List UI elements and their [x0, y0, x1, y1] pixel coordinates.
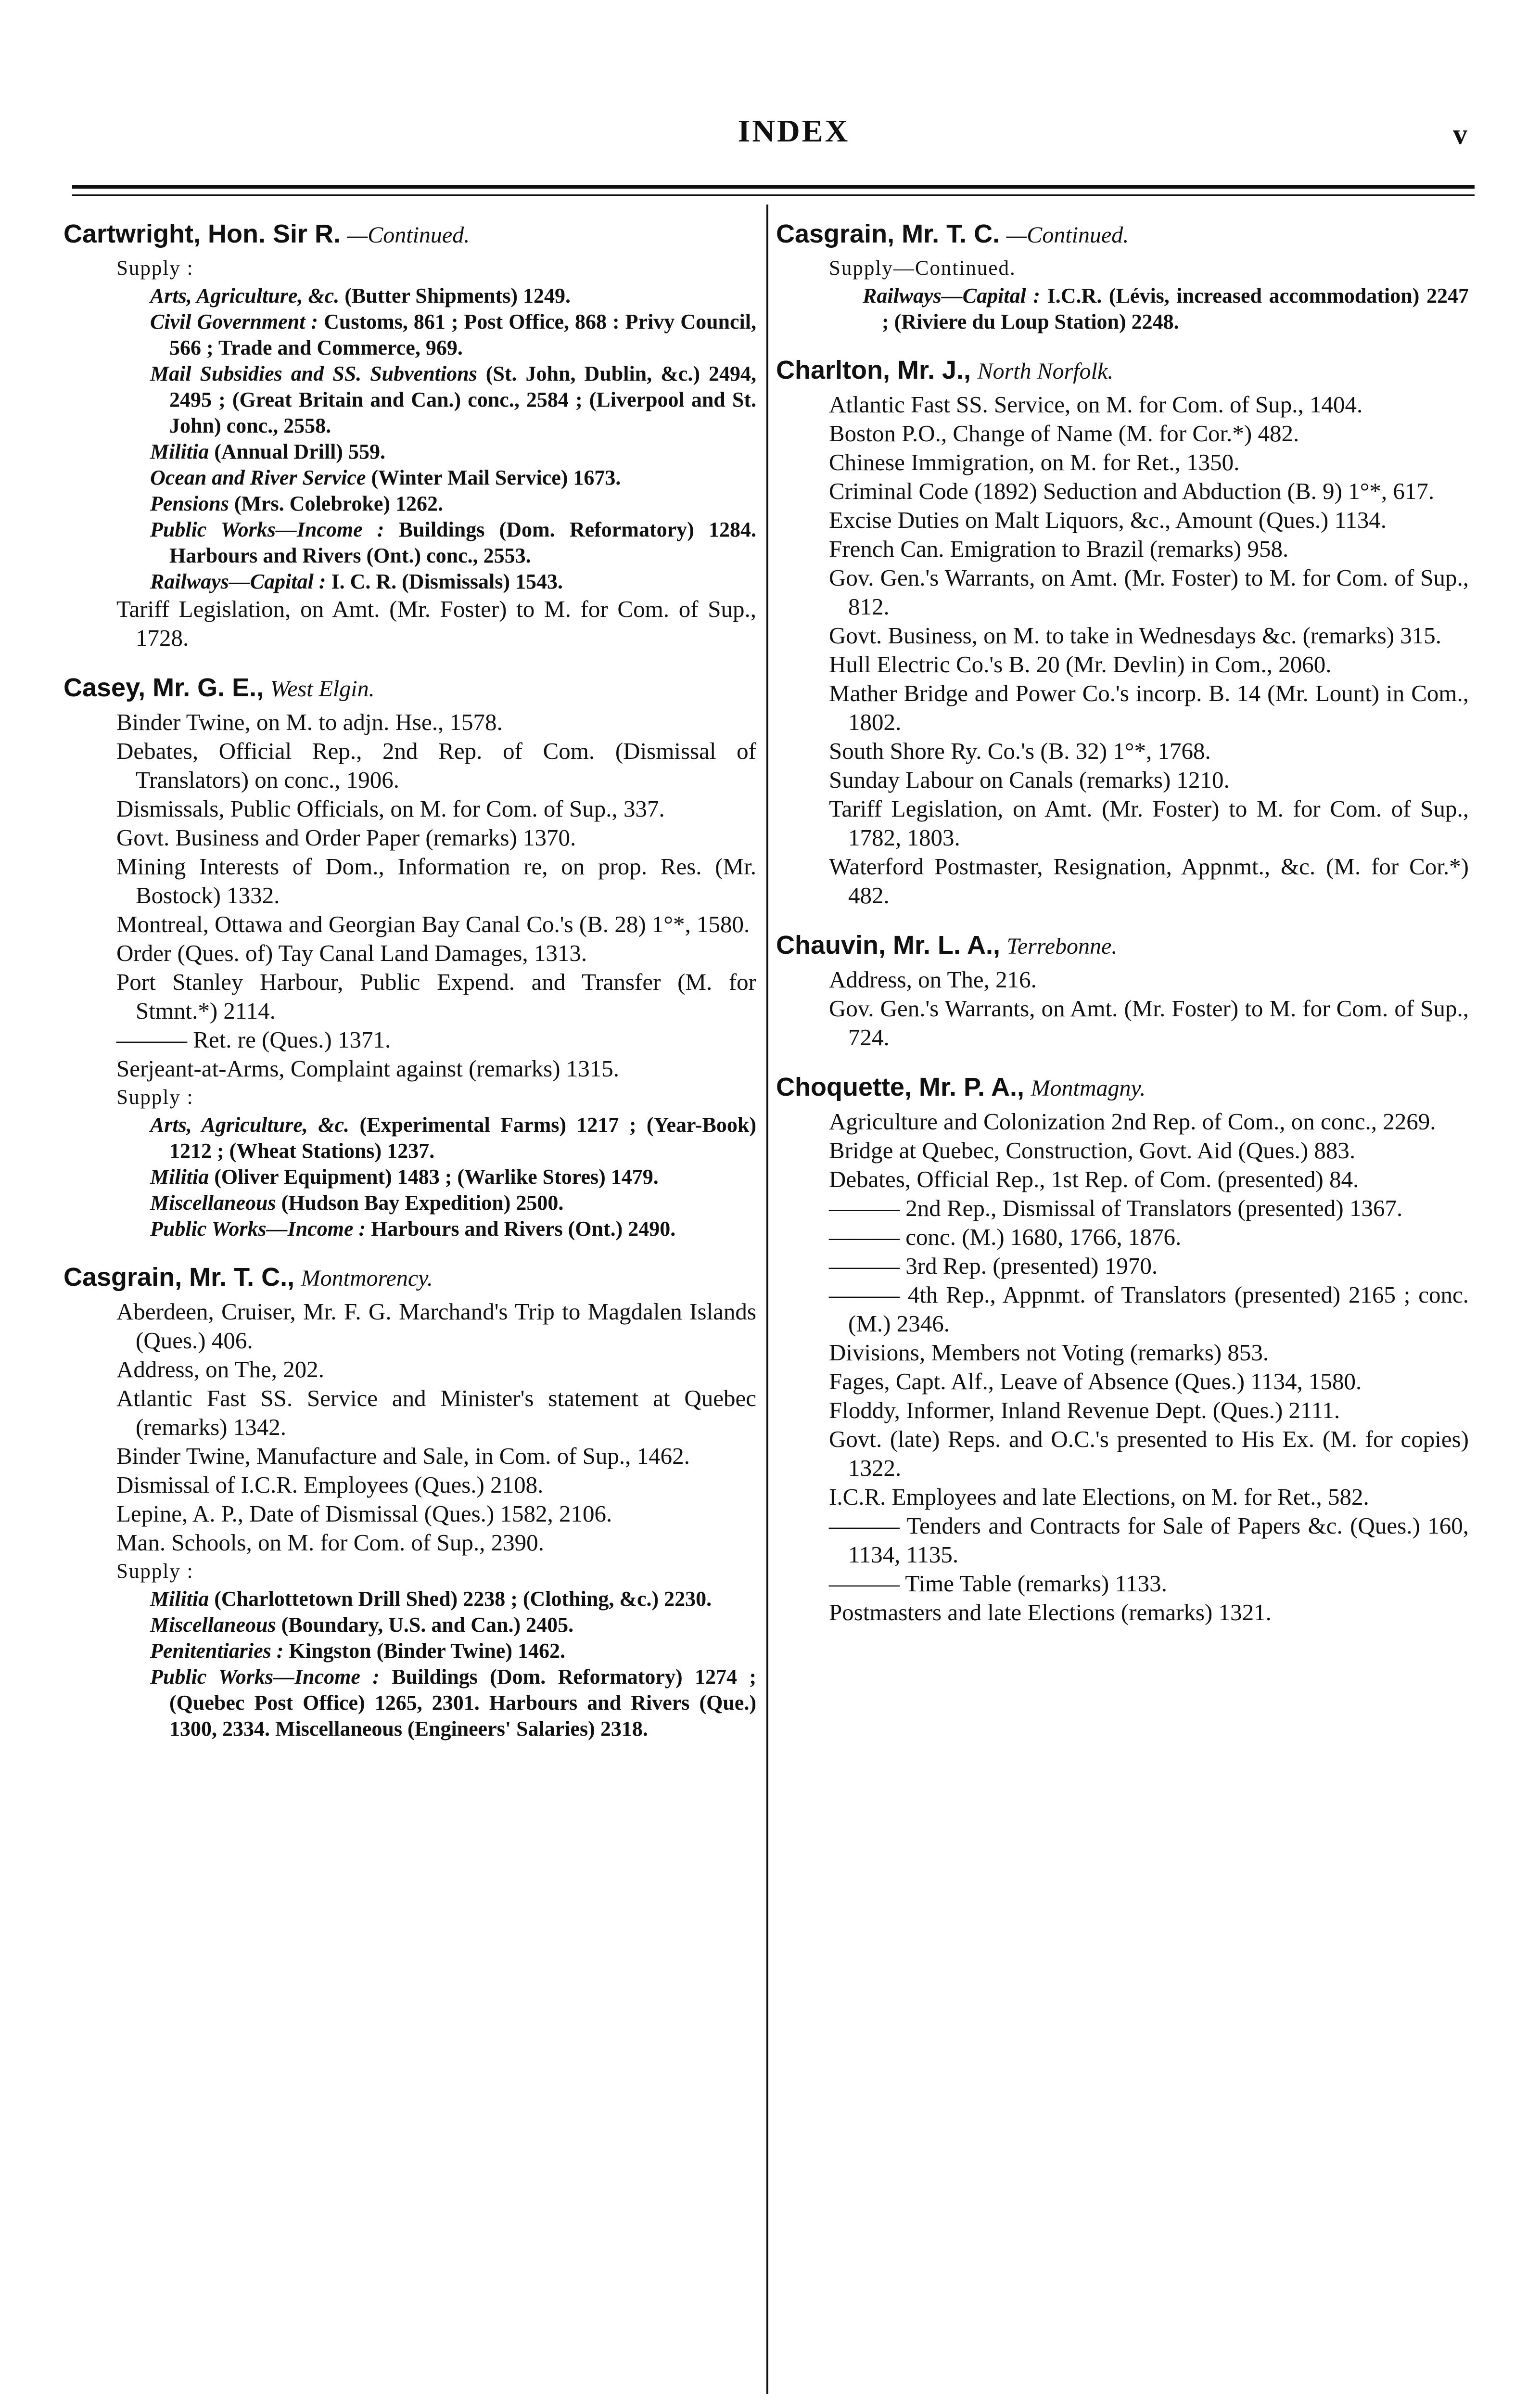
supply-item	[64, 1164, 756, 1190]
index-item: Sunday Labour on Canals (remarks) 1210.	[829, 767, 1230, 793]
index-item: Agriculture and Colonization 2nd Rep. of Com., on conc., 2269.	[829, 1108, 1436, 1135]
index-item: Hull Electric Co.'s B. 20 (Mr. Devlin) in Com., 2060.	[829, 651, 1332, 678]
index-item: ——— conc. (M.) 1680, 1766, 1876.	[829, 1224, 1182, 1250]
index-item: South Shore Ry. Co.'s (B. 32) 1°*, 1768.	[829, 738, 1211, 764]
index-item: Address, on The, 202.	[116, 1356, 324, 1382]
supply-category: Miscellaneous	[150, 1613, 276, 1637]
supply-detail: Buildings (Dom. Reformatory) 1274 ; (Quebec Post Office) 1265, 2301. Harbours and Rivers (Que.) 1300, 2334. Miscellaneous (Engineers' Salaries) 2318.	[169, 1665, 756, 1741]
member-name: Cartwright, Hon. Sir R.	[64, 219, 341, 248]
entry-heading	[776, 219, 1469, 250]
supply-detail: Kingston (Binder Twine) 1462.	[283, 1639, 565, 1663]
supply-detail: Buildings (Dom. Reformatory) 1284. Harbours and Rivers (Ont.) conc., 2553.	[169, 518, 756, 567]
page-title: INDEX	[738, 114, 850, 149]
index-item: Tariff Legislation, on Amt. (Mr. Foster) to M. for Com. of Sup., 1782, 1803.	[829, 795, 1469, 851]
index-entry	[776, 1072, 1469, 1627]
member-name: Casgrain, Mr. T. C.	[776, 219, 1000, 248]
index-item: Lepine, A. P., Date of Dismissal (Ques.) 1582, 2106.	[116, 1500, 612, 1527]
member-name: Casgrain, Mr. T. C.,	[64, 1263, 295, 1292]
index-item: Man. Schools, on M. for Com. of Sup., 2390.	[116, 1529, 544, 1556]
index-item: Debates, Official Rep., 1st Rep. of Com. (presented) 84.	[829, 1166, 1359, 1192]
supply-item	[64, 1586, 756, 1612]
index-item: Binder Twine, Manufacture and Sale, in Com. of Sup., 1462.	[116, 1443, 690, 1469]
entry-heading	[776, 1072, 1469, 1103]
index-item: Binder Twine, on M. to adjn. Hse., 1578.	[116, 709, 503, 735]
index-entry	[64, 1262, 756, 1742]
column-divider	[766, 205, 768, 2394]
supply-label: Supply—Continued.	[829, 257, 1016, 280]
supply-category: Militia	[150, 440, 209, 463]
supply-detail: (Experimental Farms) 1217 ; (Year-Book) 1212 ; (Wheat Stations) 1237.	[169, 1113, 756, 1163]
supply-detail: I. C. R. (Dismissals) 1543.	[326, 570, 563, 593]
supply-detail: (Oliver Equipment) 1483 ; (Warlike Stores) 1479.	[209, 1165, 659, 1189]
index-item: Montreal, Ottawa and Georgian Bay Canal Co.'s (B. 28) 1°*, 1580.	[116, 911, 750, 937]
index-item: Boston P.O., Change of Name (M. for Cor.*) 482.	[829, 420, 1299, 447]
index-entry	[776, 219, 1469, 335]
index-item: Criminal Code (1892) Seduction and Abduction (B. 9) 1°*, 617.	[829, 478, 1435, 504]
index-item: Address, on The, 216.	[829, 966, 1037, 993]
supply-category: Miscellaneous	[150, 1191, 276, 1215]
supply-detail: (Winter Mail Service) 1673.	[366, 466, 621, 489]
supply-category: Mail Subsidies and SS. Subventions	[150, 362, 477, 385]
member-riding: Montmagny.	[1031, 1075, 1146, 1101]
supply-item	[64, 1638, 756, 1664]
member-name: Choquette, Mr. P. A.,	[776, 1073, 1025, 1101]
left-column	[64, 219, 756, 1762]
index-item: Dismissals, Public Officials, on M. for Com. of Sup., 337.	[116, 795, 665, 822]
supply-detail: I.C.R. (Lévis, increased accommodation) 2247 ; (Riviere du Loup Station) 2248.	[882, 284, 1469, 333]
index-item: Govt. Business and Order Paper (remarks) 1370.	[116, 824, 576, 851]
supply-category: Militia	[150, 1587, 209, 1611]
supply-category: Public Works—Income :	[150, 1665, 380, 1689]
index-item: Serjeant-at-Arms, Complaint against (remarks) 1315.	[116, 1055, 620, 1082]
entry-heading	[776, 355, 1469, 386]
index-entry	[776, 355, 1469, 910]
header-rule	[72, 185, 1475, 189]
supply-item	[64, 1216, 756, 1242]
supply-detail: Customs, 861 ; Post Office, 868 : Privy Council, 566 ; Trade and Commerce, 969.	[169, 310, 756, 359]
supply-detail: (Boundary, U.S. and Can.) 2405.	[276, 1613, 574, 1637]
index-entry	[64, 219, 756, 653]
index-item: I.C.R. Employees and late Elections, on M. for Ret., 582.	[829, 1484, 1369, 1510]
supply-category: Militia	[150, 1165, 209, 1189]
supply-category: Pensions	[150, 492, 229, 515]
supply-item	[64, 1190, 756, 1216]
index-item: Govt. Business, on M. to take in Wednesdays &c. (remarks) 315.	[829, 622, 1442, 649]
supply-item	[64, 309, 756, 361]
index-item: Excise Duties on Malt Liquors, &c., Amount (Ques.) 1134.	[829, 507, 1387, 533]
index-item: Dismissal of I.C.R. Employees (Ques.) 2108.	[116, 1472, 544, 1498]
index-item: Chinese Immigration, on M. for Ret., 1350.	[829, 449, 1240, 475]
index-item: Gov. Gen.'s Warrants, on Amt. (Mr. Foster) to M. for Com. of Sup., 724.	[829, 995, 1469, 1050]
supply-category: Arts, Agriculture, &c.	[150, 284, 340, 307]
right-column	[776, 219, 1469, 1647]
member-riding: Montmorency.	[301, 1266, 433, 1291]
member-name: Chauvin, Mr. L. A.,	[776, 931, 1001, 960]
entry-heading	[64, 1262, 756, 1293]
supply-category: Civil Government :	[150, 310, 318, 333]
member-name: Charlton, Mr. J.,	[776, 356, 971, 384]
index-item: French Can. Emigration to Brazil (remarks) 958.	[829, 536, 1289, 562]
page-number: v	[1453, 118, 1467, 150]
member-name: Casey, Mr. G. E.,	[64, 673, 264, 702]
index-item: Mining Interests of Dom., Information re, on prop. Res. (Mr. Bostock) 1332.	[116, 853, 756, 909]
entry-heading	[64, 673, 756, 704]
supply-label: Supply :	[116, 1560, 194, 1583]
supply-detail: (St. John, Dublin, &c.) 2494, 2495 ; (Great Britain and Can.) conc., 2584 ; (Liverpool and St. John) conc., 2558.	[169, 362, 756, 437]
index-item: ——— Tenders and Contracts for Sale of Papers &c. (Ques.) 160, 1134, 1135.	[829, 1512, 1469, 1568]
supply-item	[64, 1612, 756, 1638]
index-item: Order (Ques. of) Tay Canal Land Damages, 1313.	[116, 940, 587, 966]
supply-category: Railways—Capital :	[863, 284, 1041, 307]
member-riding: West Elgin.	[270, 676, 375, 702]
supply-detail: Harbours and Rivers (Ont.) 2490.	[366, 1217, 676, 1241]
supply-detail: (Charlottetown Drill Shed) 2238 ; (Clothing, &c.) 2230.	[209, 1587, 712, 1611]
supply-category: Arts, Agriculture, &c.	[150, 1113, 350, 1137]
supply-detail: (Mrs. Colebroke) 1262.	[229, 492, 444, 515]
supply-category: Penitentiaries :	[150, 1639, 284, 1663]
index-item: Bridge at Quebec, Construction, Govt. Aid (Ques.) 883.	[829, 1137, 1356, 1164]
index-item: ——— 2nd Rep., Dismissal of Translators (presented) 1367.	[829, 1195, 1403, 1221]
index-item: ——— Ret. re (Ques.) 1371.	[116, 1026, 391, 1053]
index-item: Postmasters and late Elections (remarks) 1321.	[829, 1599, 1272, 1625]
supply-label: Supply :	[116, 1086, 194, 1109]
index-item: Tariff Legislation, on Amt. (Mr. Foster) to M. for Com. of Sup., 1728.	[116, 596, 756, 651]
supply-detail: (Hudson Bay Expedition) 2500.	[276, 1191, 564, 1215]
entry-heading	[776, 930, 1469, 961]
supply-item	[64, 569, 756, 595]
member-riding: North Norfolk.	[977, 358, 1114, 384]
index-item: Divisions, Members not Voting (remarks) 853.	[829, 1339, 1269, 1366]
supply-category: Ocean and River Service	[150, 466, 366, 489]
supply-item	[64, 491, 756, 517]
supply-item	[64, 361, 756, 439]
index-item: Atlantic Fast SS. Service, on M. for Com. of Sup., 1404.	[829, 391, 1363, 418]
header-rule-thin	[72, 194, 1475, 196]
index-item: Debates, Official Rep., 2nd Rep. of Com. (Dismissal of Translators) on conc., 1906.	[116, 738, 756, 793]
index-item: Fages, Capt. Alf., Leave of Absence (Ques.) 1134, 1580.	[829, 1368, 1362, 1395]
supply-label: Supply :	[116, 257, 194, 280]
member-riding: —Continued.	[347, 222, 470, 248]
index-item: Waterford Postmaster, Resignation, Appnmt., &c. (M. for Cor.*) 482.	[829, 853, 1469, 909]
page-header	[0, 113, 1540, 166]
supply-item	[776, 283, 1469, 335]
index-item: ——— Time Table (remarks) 1133.	[829, 1570, 1167, 1597]
supply-item	[64, 1112, 756, 1164]
index-item: Floddy, Informer, Inland Revenue Dept. (Ques.) 2111.	[829, 1397, 1340, 1423]
index-item: Mather Bridge and Power Co.'s incorp. B. 14 (Mr. Lount) in Com., 1802.	[829, 680, 1469, 735]
supply-category: Railways—Capital :	[150, 570, 326, 593]
index-item: ——— 3rd Rep. (presented) 1970.	[829, 1253, 1158, 1279]
index-entry	[776, 930, 1469, 1052]
supply-category: Public Works—Income :	[150, 518, 384, 541]
supply-item	[64, 517, 756, 569]
index-item: Port Stanley Harbour, Public Expend. and Transfer (M. for Stmnt.*) 2114.	[116, 969, 756, 1024]
member-riding: —Continued.	[1006, 222, 1129, 248]
supply-item	[64, 439, 756, 465]
member-riding: Terrebonne.	[1006, 934, 1118, 959]
supply-item	[64, 283, 756, 309]
entry-heading	[64, 219, 756, 250]
supply-detail: (Annual Drill) 559.	[209, 440, 385, 463]
supply-category: Public Works—Income :	[150, 1217, 366, 1241]
supply-item	[64, 1664, 756, 1742]
index-item: Aberdeen, Cruiser, Mr. F. G. Marchand's Trip to Magdalen Islands (Ques.) 406.	[116, 1298, 756, 1354]
index-entry	[64, 673, 756, 1242]
index-item: Gov. Gen.'s Warrants, on Amt. (Mr. Foster) to M. for Com. of Sup., 812.	[829, 564, 1469, 620]
supply-item	[64, 465, 756, 491]
index-item: Atlantic Fast SS. Service and Minister's statement at Quebec (remarks) 1342.	[116, 1385, 756, 1440]
index-item: Govt. (late) Reps. and O.C.'s presented to His Ex. (M. for copies) 1322.	[829, 1426, 1469, 1481]
supply-detail: (Butter Shipments) 1249.	[339, 284, 571, 307]
index-item: ——— 4th Rep., Appnmt. of Translators (presented) 2165 ; conc. (M.) 2346.	[829, 1281, 1469, 1337]
